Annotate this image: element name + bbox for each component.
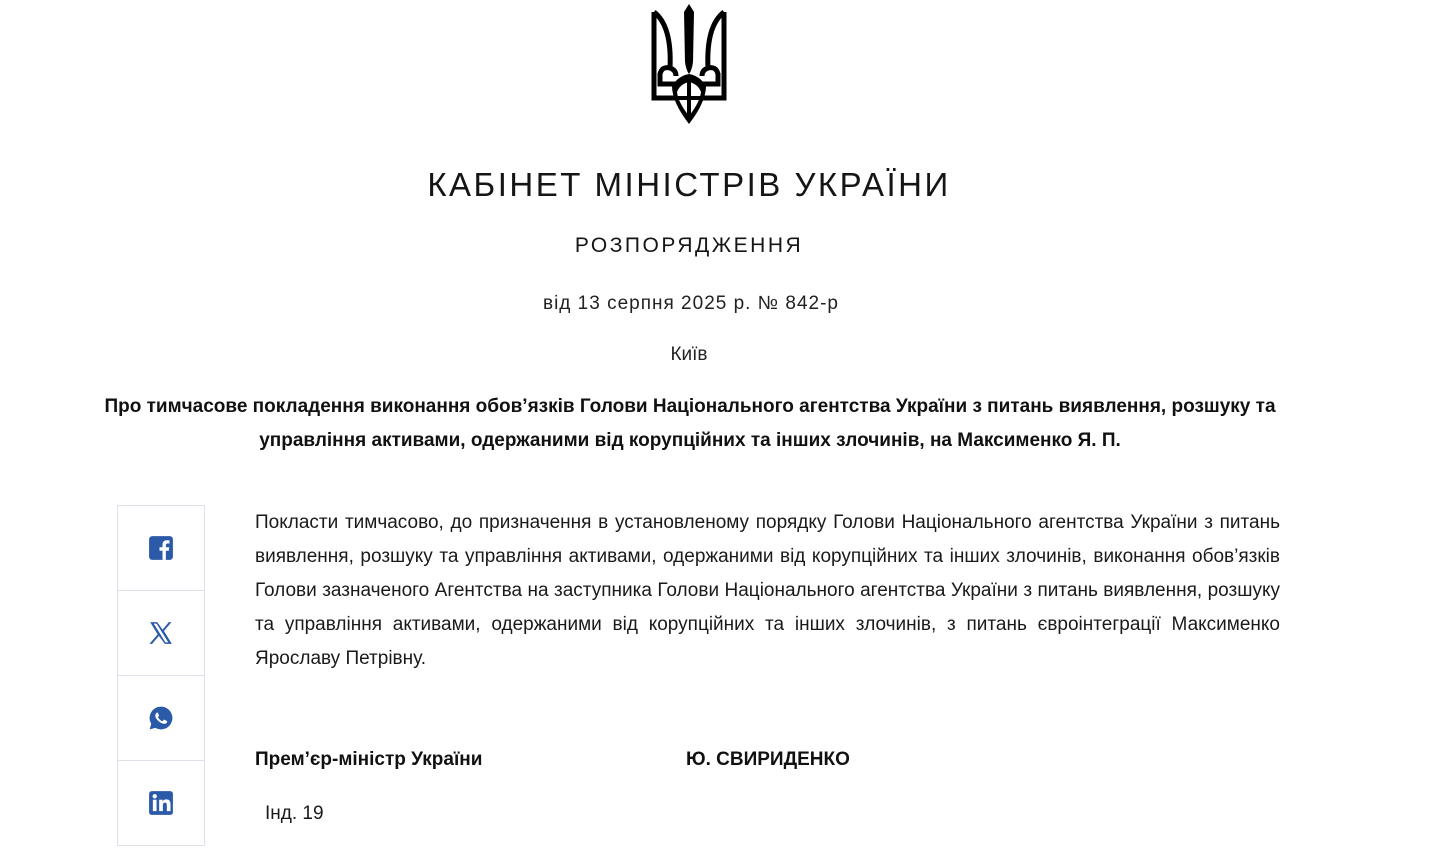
x-icon xyxy=(148,620,174,646)
document-type: РОЗПОРЯДЖЕННЯ xyxy=(574,234,804,257)
facebook-icon xyxy=(148,535,174,561)
trident-emblem-icon xyxy=(650,2,728,126)
share-whatsapp-button[interactable] xyxy=(118,676,204,761)
share-x-button[interactable] xyxy=(118,591,204,676)
share-panel xyxy=(117,505,205,846)
document-city: Київ xyxy=(670,344,708,365)
document-body: Покласти тимчасово, до призначення в установленому порядку Голови Національного агентства України з питань виявлення, розшуку та управління активами, одержаними від корупційних та інших злочинів, виконання обов’язків Голови зазначеного Агентства на заступника Голови Національного агентства України з питань виявлення, розшуку та управління активами, одержаними від корупційних та інших злочинів, з питань євроінтеграції Максименко Ярославу Петрівну. xyxy=(255,512,1280,669)
whatsapp-icon xyxy=(148,705,174,731)
share-facebook-button[interactable] xyxy=(118,506,204,591)
signatory-name: Ю. СВИРИДЕНКО xyxy=(686,749,850,770)
document-index: Інд. 19 xyxy=(265,803,324,824)
signatory-role: Прем’єр-міністр України xyxy=(255,749,483,770)
linkedin-icon xyxy=(148,790,174,816)
share-linkedin-button[interactable] xyxy=(118,761,204,845)
document-date-number: від 13 серпня 2025 р. № 842-р xyxy=(542,293,839,314)
organization-title: КАБІНЕТ МІНІСТРІВ УКРАЇНИ xyxy=(427,166,951,203)
document-title: Про тимчасове покладення виконання обов’язків Голови Національного агентства України з питань виявлення, розшуку та управління активами, одержаними від корупційних та інших злочинів, на Максименко Я. П. xyxy=(104,396,1276,451)
